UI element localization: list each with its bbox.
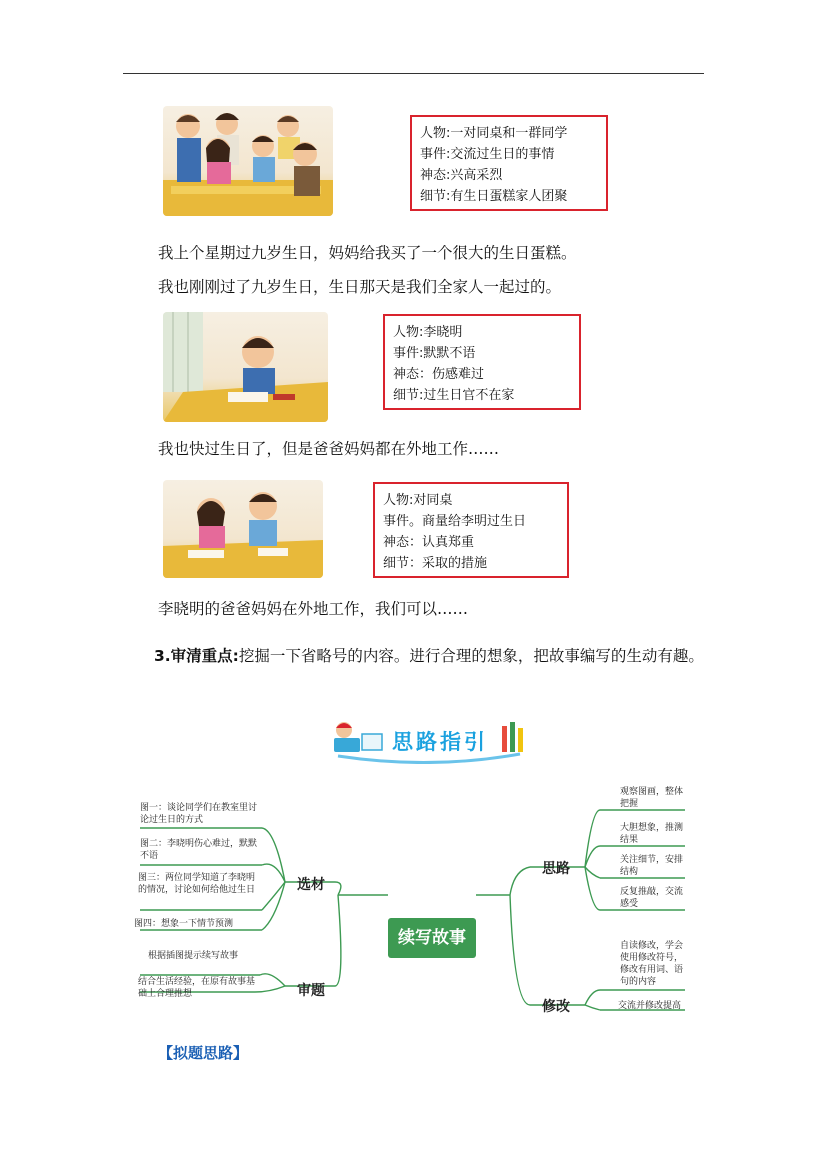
section-3-paragraph (123, 640, 708, 672)
info-box-1-line: 细节:有生日蛋糕家人团聚 (420, 189, 568, 204)
info-box-1-line: 神态:兴高采烈 (420, 168, 503, 183)
info-box-1 (410, 115, 608, 211)
section-3-text: 挖掘一下省略号的内容。进行合理的想象，把故事编写的生动有趣。 (238, 647, 704, 665)
paragraph-4: 李晓明的爸爸妈妈在外地工作，我们可以…… (158, 600, 469, 618)
paragraph-1: 我上个星期过九岁生日，妈妈给我买了一个很大的生日蛋糕。 (158, 244, 577, 262)
mindmap-leaf: 自读修改，学会使用修改符号，修改有用词、语句的内容 (620, 941, 684, 987)
mindmap-node-xuancai: 选材 (297, 877, 325, 893)
mindmap-node-shenti: 审题 (297, 983, 325, 999)
banner-title: 思路指引 (392, 730, 488, 754)
mindmap-leaf: 根据插图提示续写故事 (148, 951, 239, 961)
info-box-3-line: 神态：认真郑重 (383, 535, 475, 550)
mindmap-node-silu: 思路 (542, 861, 570, 877)
header-rule (123, 73, 704, 74)
banner-thinking-guide (330, 716, 530, 764)
illustration-deskmates (163, 480, 323, 578)
mindmap-node-xiugai: 修改 (542, 999, 570, 1015)
illustration-li-xiaoming-sad (163, 312, 328, 422)
paragraph-3: 我也快过生日了，但是爸爸妈妈都在外地工作…… (158, 440, 500, 458)
info-box-3-line: 事件。商量给李明过生日 (383, 514, 527, 529)
info-box-2-line: 事件:默默不语 (393, 346, 476, 361)
mindmap-center-node: 续写故事 (388, 918, 476, 958)
mindmap-leaf: 图四：想象一下情节预测 (134, 919, 234, 929)
mindmap (0, 770, 827, 1030)
info-box-3 (373, 482, 569, 578)
section-heading-title-ideas: 【拟题思路】 (158, 1044, 249, 1062)
mindmap-leaf: 观察图画，整体把握 (620, 787, 684, 809)
mindmap-leaf: 反复推敲，交流感受 (620, 887, 684, 909)
info-box-1-line: 事件:交流过生日的事情 (420, 147, 555, 162)
info-box-2-line: 神态：伤感难过 (393, 367, 485, 382)
info-box-2 (383, 314, 581, 410)
info-box-3-line: 细节：采取的措施 (383, 556, 488, 571)
mindmap-leaf: 图二：李晓明伤心难过，默默不语 (140, 839, 258, 861)
info-box-3-line: 人物:对同桌 (383, 493, 453, 508)
mindmap-leaf: 结合生活经验，在原有故事基础上合理推想 (138, 977, 256, 999)
mindmap-leaf: 图一：谈论同学们在教室里讨论过生日的方式 (140, 803, 258, 825)
mindmap-leaf: 关注细节，安排结构 (620, 855, 684, 877)
mindmap-leaf: 交流并修改提高 (618, 1001, 682, 1011)
info-box-1-line: 人物:一对同桌和一群同学 (420, 126, 568, 141)
mindmap-leaf: 图三：两位同学知道了李晓明的情况，讨论如何给他过生日 (138, 873, 256, 895)
mindmap-leaf: 大胆想象，推测结果 (620, 823, 684, 845)
paragraph-2: 我也刚刚过了九岁生日，生日那天是我们全家人一起过的。 (158, 278, 562, 296)
illustration-classmates-group (163, 106, 333, 216)
info-box-2-line: 人物:李晓明 (393, 325, 463, 340)
section-3-label: 3.审清重点: (154, 647, 239, 665)
info-box-2-line: 细节:过生日官不在家 (393, 388, 515, 403)
